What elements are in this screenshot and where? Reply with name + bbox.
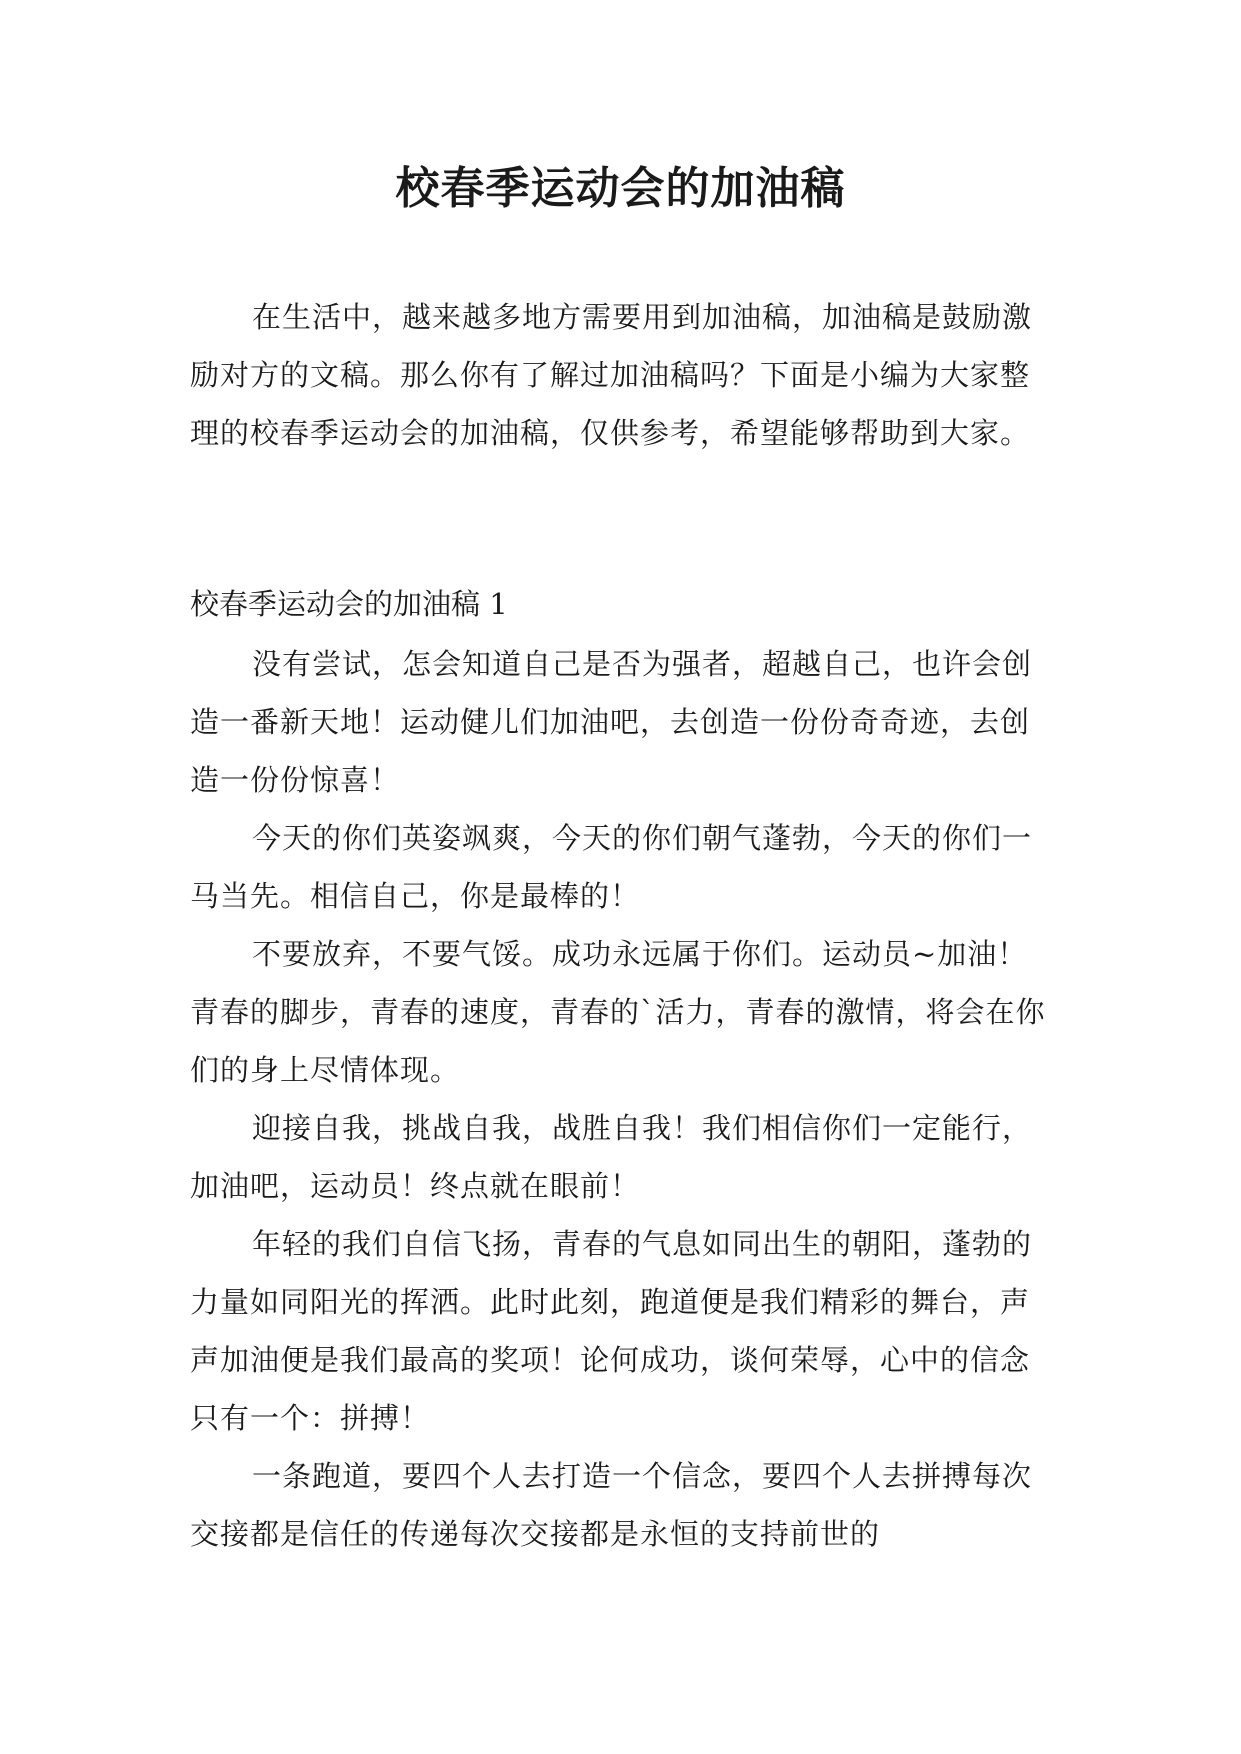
paragraph: 今天的你们英姿飒爽，今天的你们朝气蓬勃，今天的你们一马当先。相信自己，你是最棒的！: [190, 821, 1033, 913]
document-title: 校春季运动会的加油稿: [395, 163, 846, 214]
paragraph: 没有尝试，怎会知道自己是否为强者，超越自己，也许会创造一番新天地！运动健儿们加油吧，去创造一份份奇奇迹，去创造一份份惊喜！: [190, 647, 1033, 797]
paragraph: 年轻的我们自信飞扬，青春的气息如同出生的朝阳，蓬勃的力量如同阳光的挥洒。此时此刻，跑道便是我们精彩的舞台，声声加油便是我们最高的奖项！论何成功，谈何荣辱，心中的信念只有一个：拼搏！: [190, 1227, 1033, 1435]
section-heading: 校春季运动会的加油稿 1: [190, 587, 508, 621]
intro-paragraph: 在生活中，越来越多地方需要用到加油稿，加油稿是鼓励激励对方的文稿。那么你有了解过加油稿吗？下面是小编为大家整理的校春季运动会的加油稿，仅供参考，希望能够帮助到大家。: [190, 300, 1033, 450]
paragraph: 一条跑道，要四个人去打造一个信念，要四个人去拼搏每次交接都是信任的传递每次交接都是永恒的支持前世的: [190, 1459, 1033, 1551]
paragraph: 不要放弃，不要气馁。成功永远属于你们。运动员~加油！青春的脚步，青春的速度，青春的`活力，青春的激情，将会在你们的身上尽情体现。: [190, 937, 1046, 1087]
paragraph: 迎接自我，挑战自我，战胜自我！我们相信你们一定能行，加油吧，运动员！终点就在眼前！: [190, 1111, 1033, 1203]
body-paragraphs: [190, 635, 1050, 1563]
